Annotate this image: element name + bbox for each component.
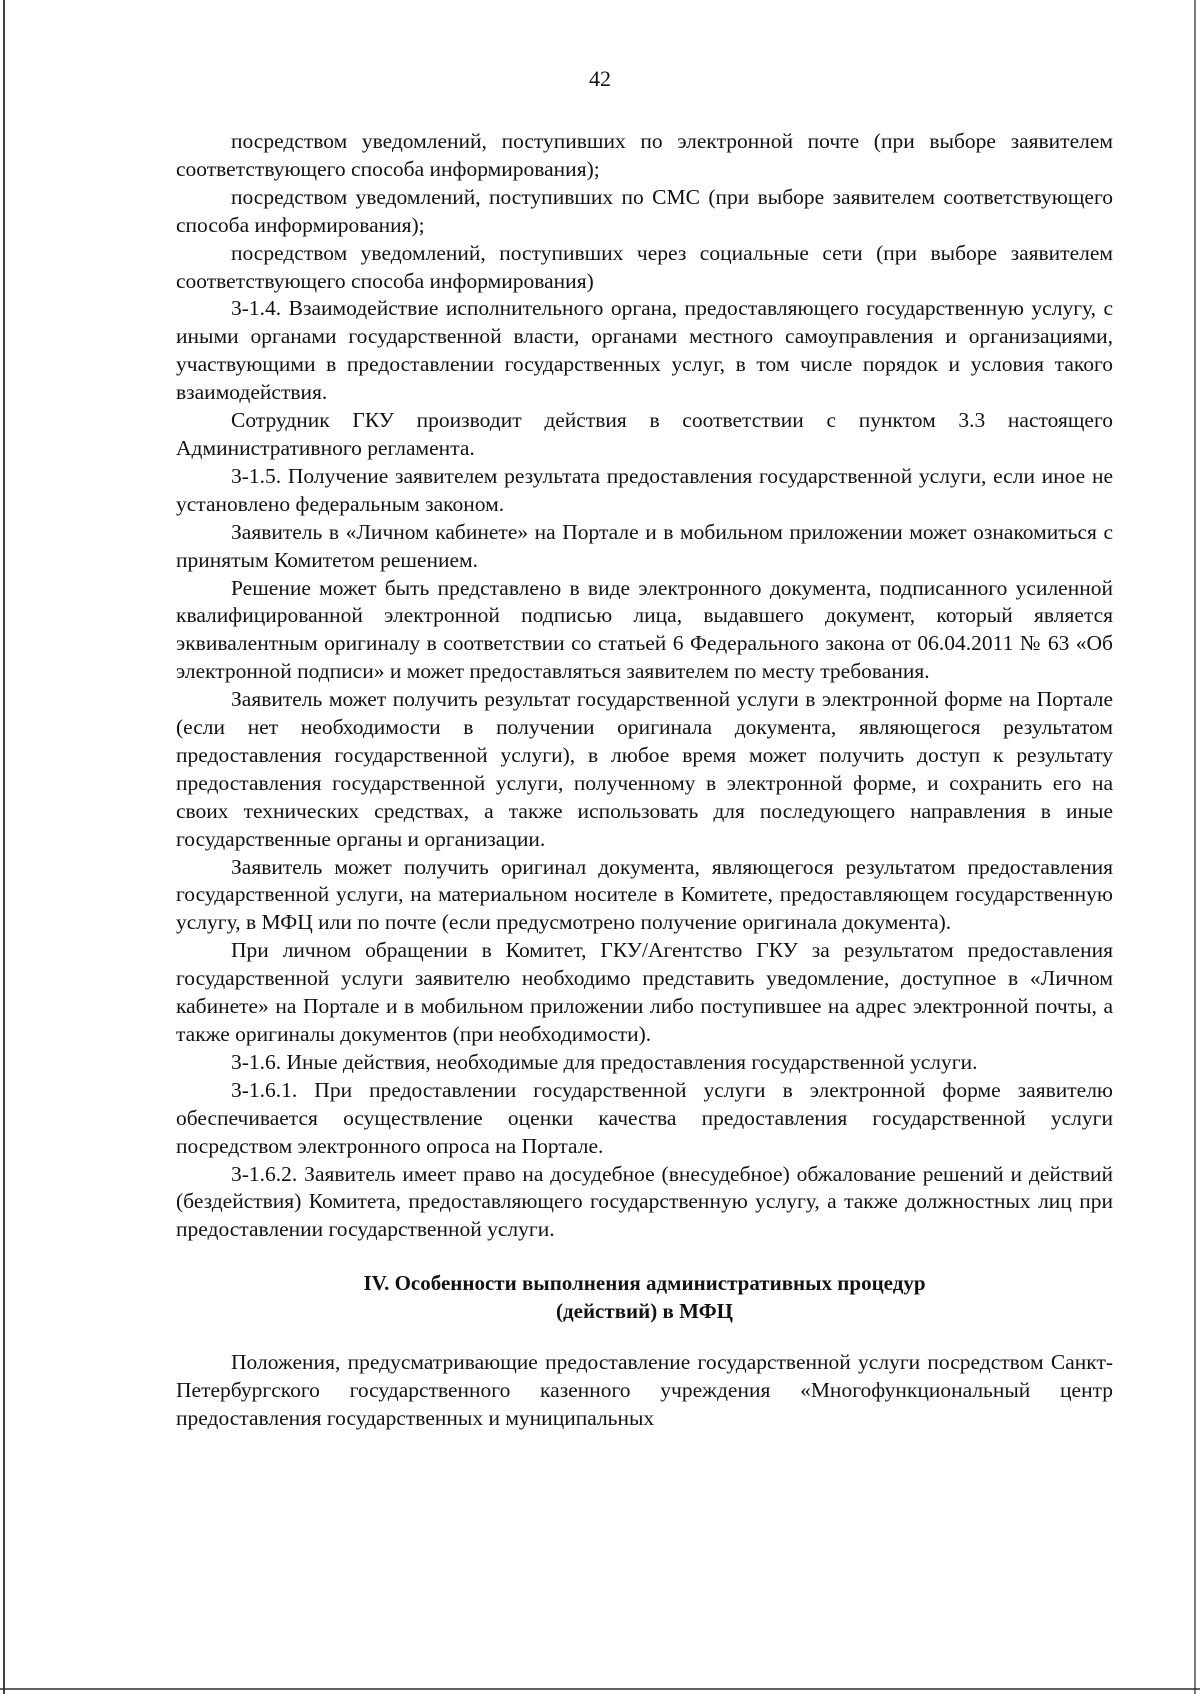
paragraph: Решение может быть представлено в виде электронного документа, подписанного усиленной квалифицированной электронной подписью лица, выдавшего документ, который является эквивалентным оригиналу в соответствии со статьей 6 Федерального закона от 06.04.2011 № 63 «Об электронной подписи» и может предоставляться заявителем по месту требования.: [176, 575, 1113, 684]
scan-edge-bottom: [0, 1688, 1200, 1690]
paragraph: посредством уведомлений, поступивших по СМС (при выборе заявителем соответствующего способа информирования);: [176, 184, 1113, 237]
scan-edge-right: [1194, 0, 1196, 1694]
paragraph: При личном обращении в Комитет, ГКУ/Агентство ГКУ за результатом предоставления государственной услуги заявителю необходимо представить уведомление, доступное в «Личном кабинете» на Портале и в мобильном приложении либо поступившее на адрес электронной почты, а также оригиналы документов (при необходимости).: [176, 938, 1113, 1046]
paragraph: посредством уведомлений, поступивших через социальные сети (при выборе заявителем соответствующего способа информирования): [176, 240, 1113, 293]
section-heading-line-2: (действий) в МФЦ: [556, 1299, 733, 1324]
section-heading-line-1: IV. Особенности выполнения административных процедур: [363, 1271, 926, 1296]
scan-edge-left: [3, 0, 5, 1694]
paragraph: 3-1.5. Получение заявителем результата предоставления государственной услуги, если иное не установлено федеральным законом.: [176, 463, 1113, 516]
paragraph: Заявитель в «Личном кабинете» на Портале и в мобильном приложении может ознакомиться с принятым Комитетом решением.: [176, 519, 1113, 572]
paragraph: 3-1.6.1. При предоставлении государственной услуги в электронной форме заявителю обеспечивается осуществление оценки качества предоставления государственной услуги посредством электронного опроса на Портале.: [176, 1077, 1113, 1158]
document-body: [176, 128, 1113, 1433]
paragraph: Положения, предусматривающие предоставление государственной услуги посредством Санкт-Петербургского государственного казенного учреждения «Многофункциональный центр предоставления государственных и муниципальных: [176, 1350, 1113, 1431]
section-heading: [176, 1269, 1113, 1325]
paragraph: 3-1.4. Взаимодействие исполнительного органа, предоставляющего государственную услугу, с иными органами государственной власти, органами местного самоуправления и организациями, участвующими в предоставлении государственных услуг, в том числе порядок и условия такого взаимодействия.: [176, 296, 1113, 405]
paragraph: 3-1.6.2. Заявитель имеет право на досудебное (внесудебное) обжалование решений и действий (бездействия) Комитета, предоставляющего государственную услугу, а также должностных лиц при предоставлении государственной услуги.: [176, 1161, 1113, 1242]
paragraph: Заявитель может получить оригинал документа, являющегося результатом предоставления государственной услуги, на материальном носителе в Комитете, предоставляющем государственную услугу, в МФЦ или по почте (если предусмотрено получение оригинала документа).: [176, 854, 1113, 935]
paragraph: Сотрудник ГКУ производит действия в соответствии с пунктом 3.3 настоящего Административного регламента.: [176, 408, 1113, 460]
paragraph: Заявитель может получить результат государственной услуги в электронной форме на Портале (если нет необходимости в получении оригинала документа, являющегося результатом предоставления государственной услуги), в любое время может получить доступ к результату предоставления государственной услуги, полученному в электронной форме, и сохранить его на своих технических средствах, а также использовать для последующего направления в иные государственные органы и организации.: [176, 687, 1113, 851]
paragraph: посредством уведомлений, поступивших по электронной почте (при выборе заявителем соответствующего способа информирования);: [176, 129, 1113, 181]
paragraph: 3-1.6. Иные действия, необходимые для предоставления государственной услуги.: [231, 1049, 978, 1074]
page-number: 42: [589, 66, 611, 91]
